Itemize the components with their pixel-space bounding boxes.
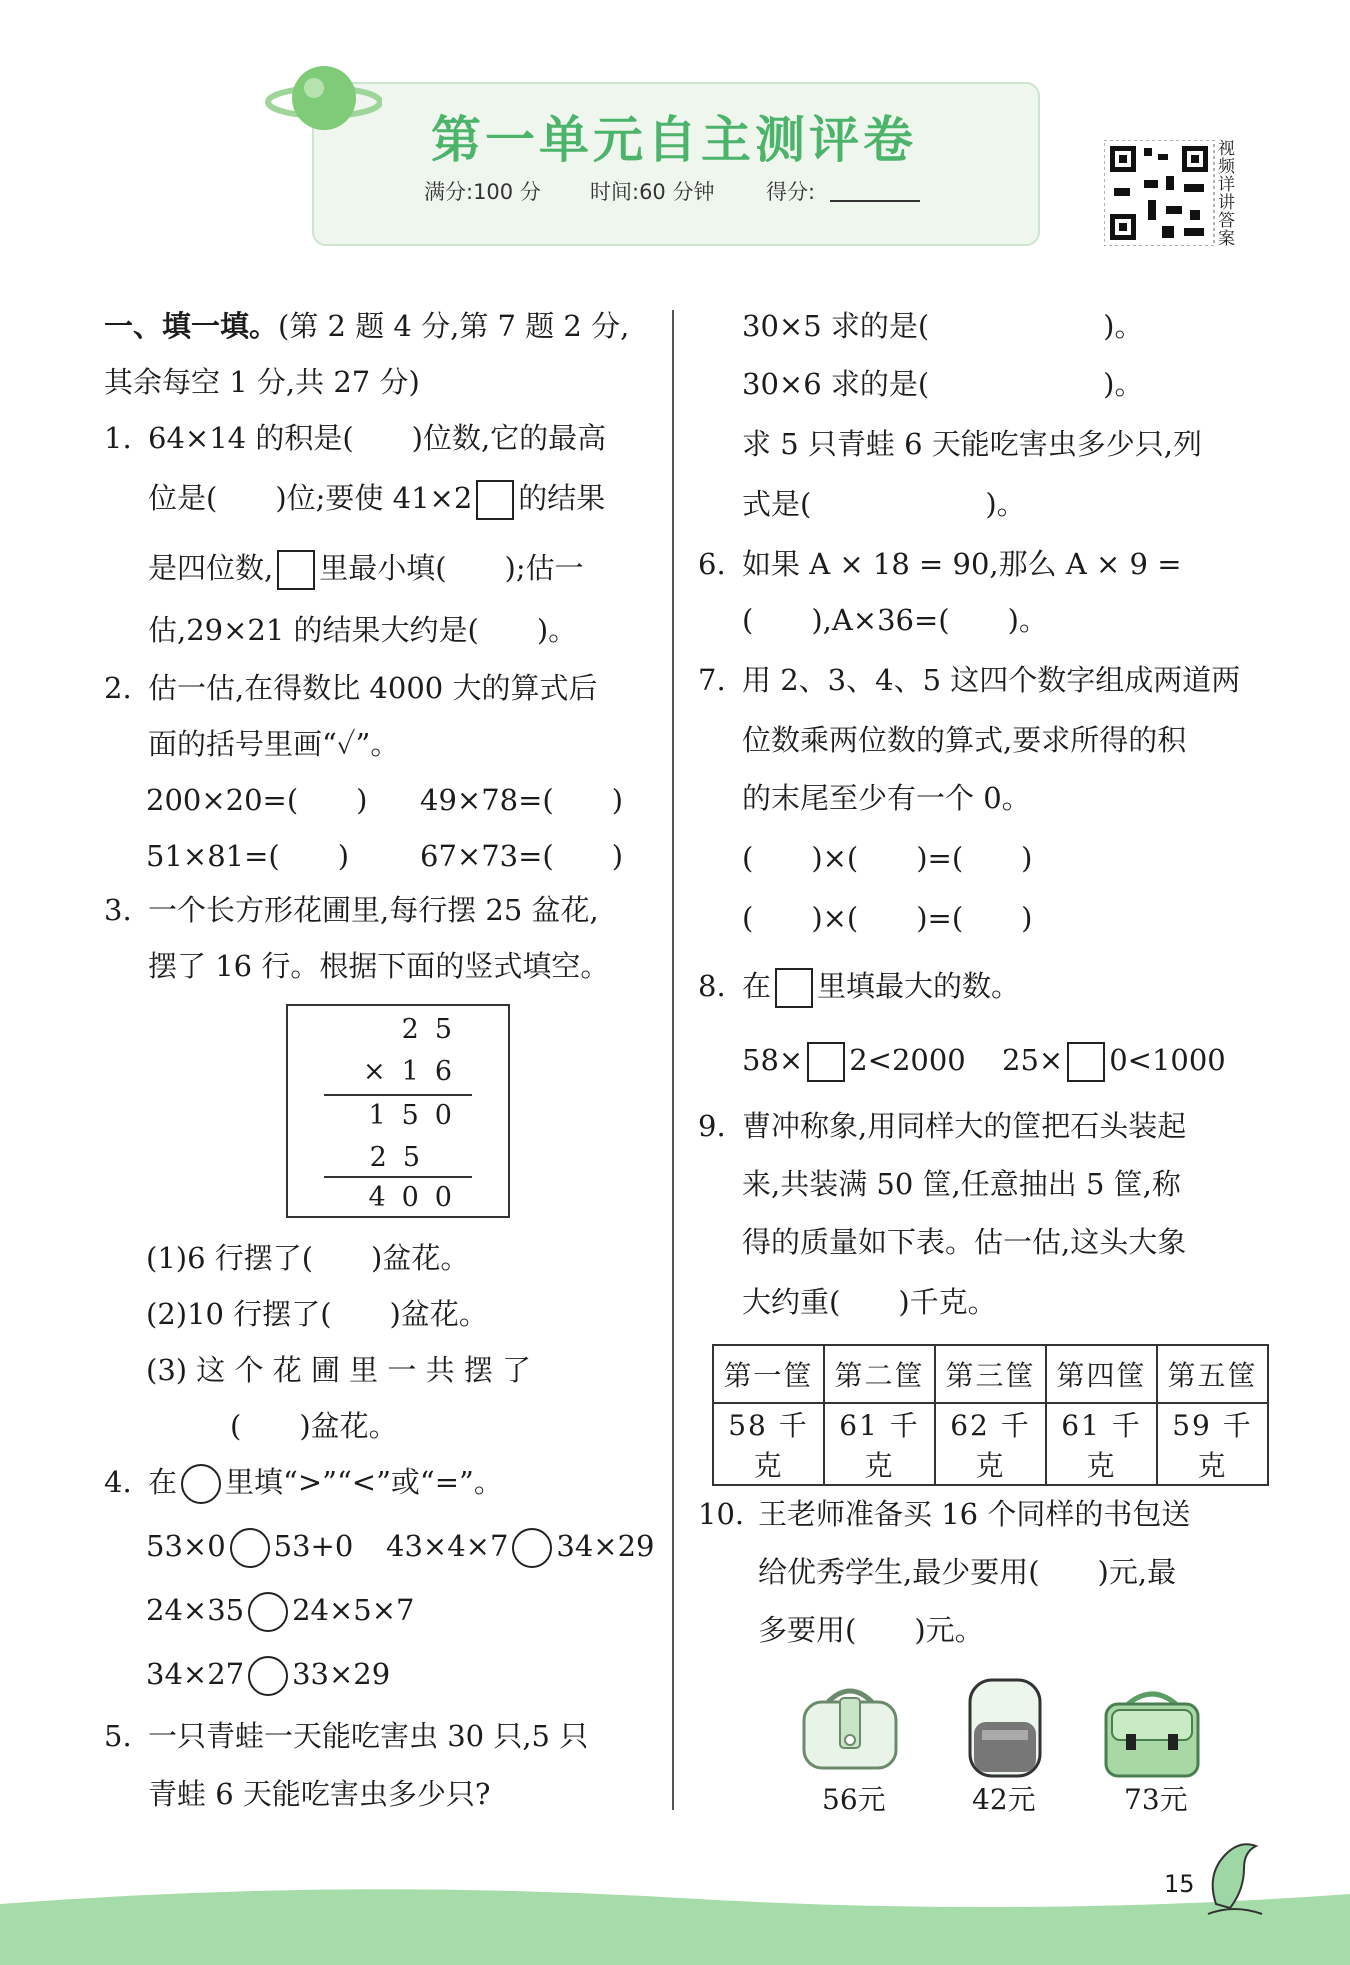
q4-expr: 34×29 [556, 1529, 655, 1563]
section-header [104, 306, 629, 346]
q10-line-2: 给优秀学生,最少要用( )元,最 [758, 1555, 1177, 1589]
q2-expr-c[interactable]: 51×81=( ) [146, 839, 350, 873]
q4-expr: 33×29 [292, 1657, 391, 1691]
q10-line-1 [698, 1494, 1190, 1534]
q8-text: 里填最大的数。 [817, 969, 1021, 1003]
vertical-row: ×16 [363, 1056, 468, 1087]
q8-number: 8. [698, 969, 726, 1003]
q9-line-1 [698, 1106, 1186, 1146]
q3-text: 一个长方形花圃里,每行摆 25 盆花, [148, 893, 599, 927]
column-divider [672, 310, 674, 1810]
q7-number: 7. [698, 663, 726, 697]
q5-text: 一只青蛙一天能吃害虫 30 只,5 只 [148, 1719, 589, 1753]
score-label: 得分: [766, 180, 816, 204]
q4-number: 4. [104, 1465, 132, 1499]
box-icon [775, 968, 813, 1008]
q1-line-3 [148, 548, 584, 590]
q7-line-3: 的末尾至少有一个 0。 [742, 781, 1031, 815]
q7-line-2: 位数乘两位数的算式,要求所得的积 [742, 723, 1187, 757]
backpack-icon [960, 1672, 1050, 1782]
q4-line-1 [104, 1462, 503, 1504]
q3-number: 3. [104, 893, 132, 927]
q3-line-2: 摆了 16 行。根据下面的竖式填空。 [148, 949, 610, 983]
q10-text: 王老师准备买 16 个同样的书包送 [758, 1497, 1191, 1531]
q1-line-1 [104, 418, 606, 458]
q8-expr: 58× [742, 1043, 804, 1077]
vertical-rule [324, 1176, 472, 1178]
table-header-cell: 第二筐 [824, 1345, 935, 1403]
vertical-row: 25 [369, 1142, 436, 1173]
compare-circle[interactable] [248, 1656, 288, 1696]
answer-box[interactable] [1067, 1042, 1105, 1082]
q9-line-2: 来,共装满 50 筐,任意抽出 5 筐,称 [742, 1167, 1181, 1201]
q6-line-2: ( ),A×36=( )。 [742, 603, 1048, 637]
satchel-icon [1092, 1684, 1212, 1784]
page-title: 第一单元自主测评卷 [431, 111, 917, 169]
q4-compare-b [386, 1526, 655, 1568]
q5-line-2: 青蛙 6 天能吃害虫多少只? [148, 1777, 491, 1811]
table-header-cell: 第三筐 [935, 1345, 1046, 1403]
q8-inequality-b [1002, 1040, 1226, 1082]
q5-line-6: 式是( )。 [742, 487, 1026, 521]
table-header-cell: 第五筐 [1157, 1345, 1268, 1403]
q6-line-1 [698, 544, 1182, 584]
price-label: 42元 [972, 1783, 1036, 1816]
q8-expr: 2<2000 [849, 1043, 966, 1077]
q6-text: 如果 A × 18 = 90,那么 A × 9 = [742, 547, 1182, 581]
q10-number: 10. [698, 1497, 745, 1531]
q6-number: 6. [698, 547, 726, 581]
q1-text: 位是( )位;要使 41×2 [148, 481, 473, 515]
answer-box[interactable] [807, 1042, 845, 1082]
compare-circle[interactable] [248, 1592, 288, 1632]
q4-expr: 53+0 [273, 1529, 354, 1563]
q9-number: 9. [698, 1109, 726, 1143]
score-blank [830, 200, 920, 202]
q3-line-1 [104, 890, 599, 930]
table-header-cell: 第一筐 [713, 1345, 824, 1403]
dolphin-icon [1200, 1834, 1270, 1920]
q7-text: 用 2、3、4、5 这四个数字组成两道两 [742, 663, 1241, 697]
q4-expr: 53×0 [146, 1529, 226, 1563]
q4-expr: 43×4×7 [386, 1529, 509, 1563]
basket-weight-table [712, 1344, 1269, 1486]
answer-box[interactable] [476, 480, 514, 520]
compare-circle[interactable] [512, 1528, 552, 1568]
price-label: 56元 [822, 1783, 886, 1816]
q5-line-4: 30×6 求的是( )。 [742, 367, 1144, 401]
q1-text: 的结果 [518, 481, 606, 515]
q10-line-3: 多要用( )元。 [758, 1613, 984, 1647]
q2-number: 2. [104, 671, 132, 705]
q7-equation-2[interactable]: ( )×( )=( ) [742, 901, 1033, 935]
q4-compare-c [146, 1590, 415, 1632]
handbag-icon [790, 1680, 910, 1780]
vertical-row: 25 [401, 1014, 468, 1045]
table-cell: 58 千克 [713, 1403, 824, 1485]
q1-text: 是四位数, [148, 551, 274, 585]
q2-expr-d[interactable]: 67×73=( ) [420, 839, 624, 873]
qr-caption: 视频详讲答案 [1218, 139, 1235, 249]
q4-compare-a [146, 1526, 353, 1568]
vertical-multiplication [286, 1004, 510, 1218]
q3-sub-3b: ( )盆花。 [230, 1409, 398, 1443]
q1-text: 里最小填( );估一 [319, 551, 584, 585]
vertical-row: 150 [368, 1100, 468, 1131]
q8-line-1 [698, 966, 1020, 1008]
price-label: 73元 [1124, 1783, 1188, 1816]
table-cell: 61 千克 [824, 1403, 935, 1485]
q1-number: 1. [104, 421, 132, 455]
q1-text: 64×14 的积是( )位数,它的最高 [148, 421, 607, 455]
table-header-cell: 第四筐 [1046, 1345, 1157, 1403]
vertical-rule [324, 1094, 472, 1096]
q5-line-3: 30×5 求的是( )。 [742, 309, 1144, 343]
q9-line-4: 大约重( )千克。 [742, 1285, 997, 1319]
q2-expr-a[interactable]: 200×20=( ) [146, 783, 368, 817]
footer-wave [0, 1880, 1350, 1965]
compare-circle[interactable] [230, 1528, 270, 1568]
table-row [713, 1403, 1268, 1485]
q7-line-1 [698, 660, 1240, 700]
circle-icon [181, 1464, 221, 1504]
q3-sub-2: (2)10 行摆了( )盆花。 [146, 1297, 488, 1331]
q8-text: 在 [742, 969, 772, 1003]
table-cell: 62 千克 [935, 1403, 1046, 1485]
section-note-2: 其余每空 1 分,共 27 分) [104, 365, 420, 399]
q1-line-2 [148, 478, 605, 520]
q3-sub-3: (3) 这 个 花 圃 里 一 共 摆 了 [146, 1353, 532, 1387]
q9-text: 曹冲称象,用同样大的筐把石头装起 [742, 1109, 1187, 1143]
q2-line-1 [104, 668, 597, 708]
q2-expr-b[interactable]: 49×78=( ) [420, 783, 624, 817]
q7-equation-1[interactable]: ( )×( )=( ) [742, 841, 1033, 875]
q5-number: 5. [104, 1719, 132, 1753]
q4-expr: 34×27 [146, 1657, 245, 1691]
q5-line-1 [104, 1716, 588, 1756]
q8-expr: 25× [1002, 1043, 1064, 1077]
q8-inequality-a [742, 1040, 966, 1082]
q1-line-4: 估,29×21 的结果大约是( )。 [148, 613, 578, 647]
time-limit: 时间:60 分钟 [590, 180, 715, 204]
full-score: 满分:100 分 [424, 180, 541, 204]
table-header-row [713, 1345, 1268, 1403]
q3-sub-1: (1)6 行摆了( )盆花。 [146, 1241, 470, 1275]
q2-text: 估一估,在得数比 4000 大的算式后 [148, 671, 598, 705]
section-title: 一、填一填。 [104, 309, 279, 343]
table-cell: 59 千克 [1157, 1403, 1268, 1485]
q8-expr: 0<1000 [1109, 1043, 1226, 1077]
q4-text: 在 [148, 1465, 178, 1499]
q2-line-2: 面的括号里画“✓”。 [148, 727, 400, 761]
q4-text: 里填“>”“<”或“=”。 [225, 1465, 503, 1499]
vertical-row: 400 [368, 1182, 468, 1213]
page-number: 15 [1164, 1870, 1195, 1898]
q5-line-5: 求 5 只青蛙 6 天能吃害虫多少只,列 [742, 427, 1202, 461]
section-note: (第 2 题 4 分,第 7 题 2 分, [278, 309, 630, 343]
q4-expr: 24×35 [146, 1593, 245, 1627]
q9-line-3: 得的质量如下表。估一估,这头大象 [742, 1225, 1187, 1259]
table-cell: 61 千克 [1046, 1403, 1157, 1485]
q4-compare-d [146, 1654, 390, 1696]
q4-expr: 24×5×7 [292, 1593, 415, 1627]
answer-box[interactable] [277, 550, 315, 590]
